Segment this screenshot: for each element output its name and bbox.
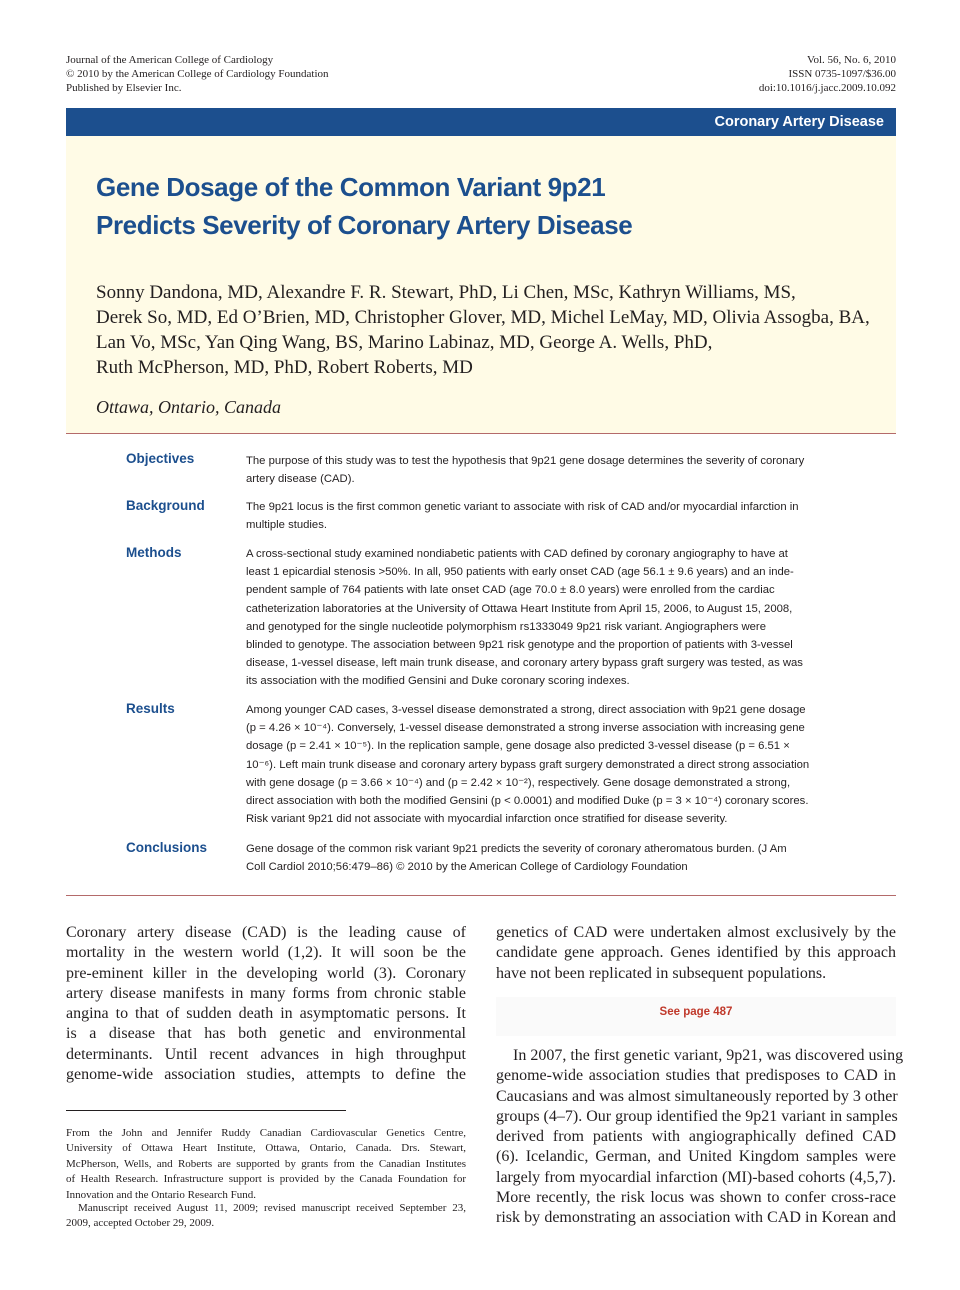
body-line: Coronary artery disease (CAD) is the leading cause of xyxy=(66,924,466,941)
journal-volume: Vol. 56, No. 6, 2010 xyxy=(806,54,896,66)
abstract-label: Conclusions xyxy=(126,840,208,855)
journal-header-left xyxy=(66,53,329,95)
abstract-line: artery disease (CAD). xyxy=(246,473,355,486)
abstract-line: The 9p21 locus is the first common genetic variant to associate with risk of CAD and/or myocardial infarction in xyxy=(246,501,799,513)
journal-publisher: Published by Elsevier Inc. xyxy=(66,82,182,94)
abstract-line: catheterization laboratories at the University of Ottawa Heart Institute from April 15, 2006, to August 15, 2008, xyxy=(246,602,793,615)
journal-copyright: © 2010 by the American College of Cardiology Foundation xyxy=(66,68,329,80)
abstract-line: its association with the modified Gensini and Duke coronary scoring indexes. xyxy=(246,675,630,688)
title-line: Predicts Severity of Coronary Artery Disease xyxy=(96,210,633,240)
body-line: Caucasians and was almost simultaneously reported by 3 other xyxy=(496,1087,898,1105)
author-line: Sonny Dandona, MD, Alexandre F. R. Stewart, PhD, Li Chen, MSc, Kathryn Williams, MS, xyxy=(96,282,796,303)
body-right-column-top xyxy=(496,923,896,984)
body-line: More recently, the risk locus was shown to confer cross-race xyxy=(496,1189,896,1207)
footnote-line: McPherson, Wells, and Roberts are supported by grants from the Canadian Institutes xyxy=(66,1157,466,1170)
body-line: is a disease that has both genetic and environmental xyxy=(66,1025,466,1043)
body-line: have not been replicated in subsequent populations. xyxy=(496,964,827,982)
journal-name: Journal of the American College of Cardiology xyxy=(66,54,274,66)
body-left-column xyxy=(66,923,466,1085)
section-label: Coronary Artery Disease xyxy=(714,114,884,130)
abstract-line: Gene dosage of the common risk variant 9p21 predicts the severity of coronary atheromatous burden. (J Am xyxy=(246,843,787,855)
abstract-text xyxy=(246,452,896,488)
body-line: angina to that of sudden death in asymptomatic persons. It xyxy=(66,1005,466,1023)
body-line: genetics of CAD were undertaken almost exclusively by the xyxy=(496,924,896,941)
body-line: derived from patients with angiographically defined CAD xyxy=(496,1128,896,1146)
abstract-bottom-rule xyxy=(66,895,896,896)
footnote-line: Manuscript received August 11, 2009; revised manuscript received September 23, xyxy=(78,1202,466,1214)
footnote-dates xyxy=(66,1201,466,1232)
footnote-affiliation xyxy=(66,1126,466,1203)
abstract-text xyxy=(246,545,896,691)
article-title xyxy=(96,168,632,244)
see-page-link[interactable]: See page 487 xyxy=(659,1006,733,1018)
title-line: Gene Dosage of the Common Variant 9p21 xyxy=(96,172,606,202)
body-line: groups (4–7). Our group identified the 9p21 variant in samples xyxy=(496,1107,898,1125)
abstract-label: Objectives xyxy=(126,451,195,466)
abstract-line: disease, 1-vessel disease, left main trunk disease, and coronary artery bypass graft surgery was tested, as was xyxy=(246,657,803,670)
body-right-column-bottom xyxy=(496,1046,904,1229)
body-line: determinants. Until recent advances in high throughput xyxy=(66,1045,466,1063)
body-line: artery disease manifests in many forms from chronic stable xyxy=(66,984,466,1002)
abstract-line: multiple studies. xyxy=(246,519,327,532)
author-line: Derek So, MD, Ed O’Brien, MD, Christopher Glover, MD, Michel LeMay, MD, Olivia Assogba, BA, xyxy=(96,307,870,328)
abstract-label: Background xyxy=(126,498,205,513)
body-line: (6). Icelandic, German, and United Kingdom samples were xyxy=(496,1148,896,1166)
abstract-line: 10⁻⁶). Left main trunk disease and coronary artery bypass graft surgery demonstrated a direct strong association xyxy=(246,758,810,771)
body-line: genome-wide association studies, attempts to define the xyxy=(66,1066,466,1084)
footnote-line: University of Ottawa Heart Institute, Ottawa, Ontario, Canada. Drs. Stewart, xyxy=(66,1142,466,1155)
journal-doi[interactable]: doi:10.1016/j.jacc.2009.10.092 xyxy=(758,82,896,94)
footnote-rule xyxy=(66,1110,346,1111)
body-line: risk by demonstrating an association with CAD in Korean and xyxy=(496,1209,896,1227)
body-line: mortality in the western world (1,2). It will soon be the xyxy=(66,944,466,962)
abstract-text xyxy=(246,840,896,876)
author-line: Lan Vo, MSc, Yan Qing Wang, BS, Marino Labinaz, MD, George A. Wells, PhD, xyxy=(96,332,713,353)
body-line: candidate gene approach. Genes identified by this approach xyxy=(496,944,896,962)
footnote-line: of Health Research. Infrastructure support is provided by the Canada Foundation for xyxy=(66,1173,466,1186)
journal-header-right xyxy=(759,53,896,95)
body-line: pre-eminent killer in the developing world (3). Coronary xyxy=(66,964,466,982)
abstract-line: direct association with both the modified Gensini (p < 0.0001) and modified Duke (p = 3 × 10⁻⁴) coronary scores. xyxy=(246,795,809,808)
abstract-line: Risk variant 9p21 did not associate with myocardial infarction once stratified for disease severity. xyxy=(246,813,728,826)
section-bar xyxy=(66,108,896,136)
abstract-top-rule xyxy=(66,433,896,434)
author-location: Ottawa, Ontario, Canada xyxy=(96,397,282,417)
abstract-text xyxy=(246,701,896,828)
abstract-line: The purpose of this study was to test the hypothesis that 9p21 gene dosage determines the severity of coronary xyxy=(246,455,805,467)
footnote-line: 2009, accepted October 29, 2009. xyxy=(66,1217,215,1230)
author-list xyxy=(96,280,896,380)
abstract-line: Coll Cardiol 2010;56:479–86) © 2010 by the American College of Cardiology Foundation xyxy=(246,861,688,874)
journal-issn: ISSN 0735-1097/$36.00 xyxy=(788,68,896,80)
abstract-label: Results xyxy=(126,701,175,716)
abstract-line: pendent sample of 764 patients with late onset CAD (age 70.0 ± 8.0 years) were enrolled from the cardiac xyxy=(246,584,775,597)
footnote-line: Innovation and the Ontario Research Fund. xyxy=(66,1188,257,1201)
abstract-line: least 1 epicardial stenosis >50%. In all, 950 patients with early onset CAD (age 56.1 ± 9.6 years) and an inde- xyxy=(246,566,794,579)
body-line: largely from myocardial infarction (MI)-based cohorts (4,5,7). xyxy=(496,1168,896,1186)
abstract-line: (p = 4.26 × 10⁻⁴). Conversely, 1-vessel disease demonstrated a strong inverse association with increasing gene xyxy=(246,722,805,735)
abstract-line: and genotyped for the single nucleotide polymorphism rs1333049 9p21 risk variant. Angiographers were xyxy=(246,620,766,633)
footnote-line: From the John and Jennifer Ruddy Canadian Cardiovascular Genetics Centre, xyxy=(66,1127,466,1139)
abstract-line: with gene dosage (p = 3.66 × 10⁻⁴) and (p = 2.42 × 10⁻²), respectively. Gene dosage demonstrated a strong, xyxy=(246,776,791,789)
abstract-line: dosage (p = 2.41 × 10⁻⁵). In the replication sample, gene dosage also predicted 3-vessel disease (p = 6.51 × xyxy=(246,740,790,753)
body-line: genome-wide association studies that predisposes to CAD in xyxy=(496,1067,896,1085)
abstract-text xyxy=(246,498,896,534)
abstract-line: blinded to genotype. The association between 9p21 risk genotype and the proportion of patients with 3-vessel xyxy=(246,639,793,652)
abstract-line: Among younger CAD cases, 3-vessel disease demonstrated a strong, direct association with 9p21 gene dosage xyxy=(246,704,806,716)
abstract-line: A cross-sectional study examined nondiabetic patients with CAD defined by coronary angiography to have at xyxy=(246,548,788,560)
author-line: Ruth McPherson, MD, PhD, Robert Roberts, MD xyxy=(96,357,473,378)
abstract-label: Methods xyxy=(126,545,182,560)
body-line: In 2007, the first genetic variant, 9p21, was discovered using xyxy=(513,1047,904,1064)
